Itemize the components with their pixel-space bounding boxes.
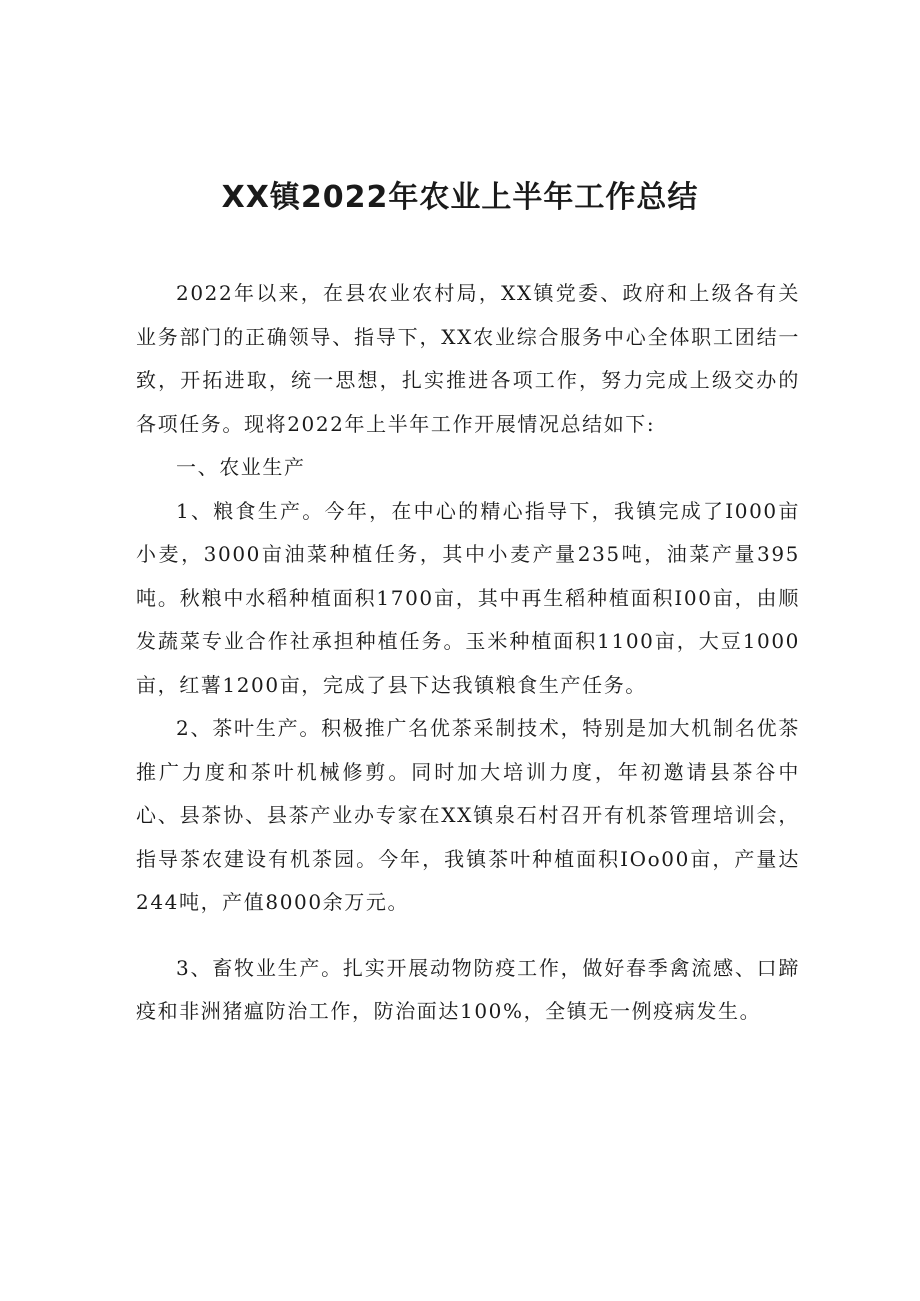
document-body: [136, 272, 800, 1034]
paragraph-livestock-production: 3、畜牧业生产。扎实开展动物防疫工作，做好春季禽流感、口蹄疫和非洲猪瘟防治工作，防治面达100%，全镇无一例疫病发生。: [136, 955, 800, 1023]
paragraph-intro: 2022年以来，在县农业农村局，XX镇党委、政府和上级各有关业务部门的正确领导、指导下，XX农业综合服务中心全体职工团结一致，开拓进取，统一思想，扎实推进各项工作，努力完成上级交办的各项任务。现将2022年上半年工作开展情况总结如下:: [136, 281, 800, 436]
paragraph-grain-production: 1、粮食生产。今年，在中心的精心指导下，我镇完成了I000亩小麦，3000亩油菜种植任务，其中小麦产量235吨，油菜产量395吨。秋粮中水稻种植面积1700亩，其中再生稻种植面积I00亩，由顺发蔬菜专业合作社承担种植任务。玉米种植面积1100亩，大豆1000亩，红薯1200亩，完成了县下达我镇粮食生产任务。: [136, 498, 800, 697]
document-title: XX镇2022年农业上半年工作总结: [221, 180, 699, 215]
paragraph-tea-production: 2、茶叶生产。积极推广名优茶采制技术，特别是加大机制名优茶推广力度和茶叶机械修剪。同时加大培训力度，年初邀请县茶谷中心、县茶协、县茶产业办专家在XX镇泉石村召开有机茶管理培训会，指导茶农建设有机茶园。今年，我镇茶叶种植面积IOo00亩，产量达244吨，产值8000余万元。: [136, 716, 800, 914]
section-heading-agriculture: 一、农业生产: [176, 455, 306, 479]
